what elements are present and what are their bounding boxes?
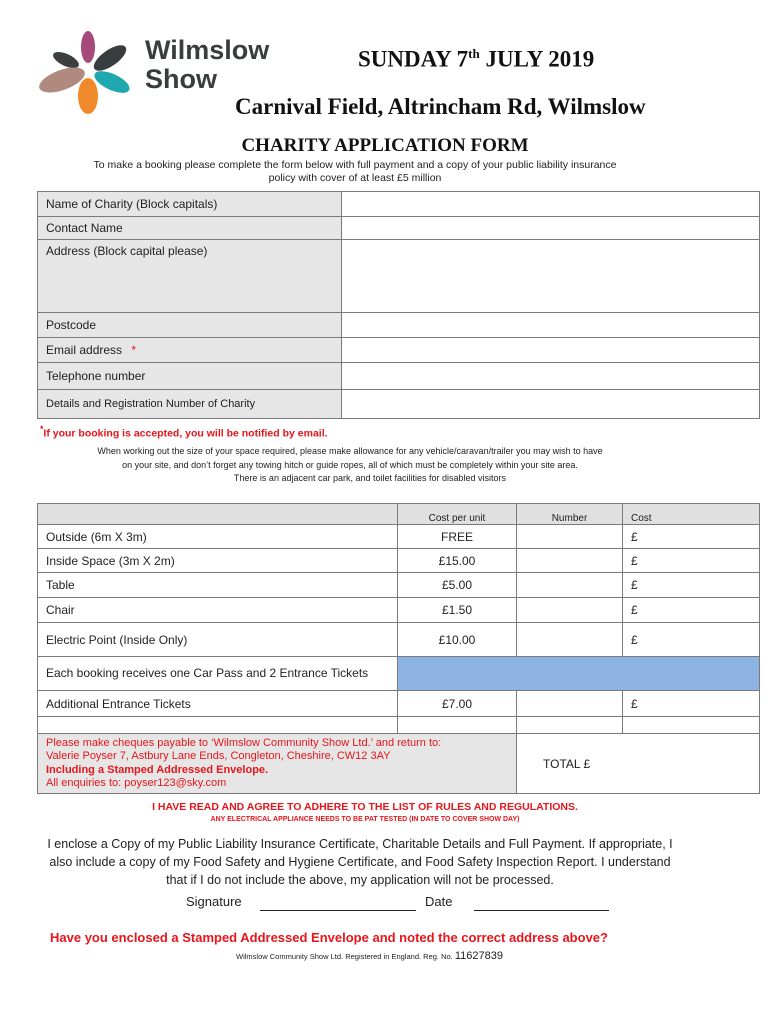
required-asterisk: *	[131, 343, 137, 357]
row-email: Email address *	[38, 338, 760, 363]
payment-instructions: Please make cheques payable to ‘Wilmslow Community Show Ltd.’ and return to: Valerie Poyser 7, Astbury Lane Ends, Congleton, Cheshire, CW12 3AY Including a Stamped Addressed Envelope. All enquiries to: poyser123@sky.com	[38, 734, 517, 794]
row-charity-name: Name of Charity (Block capitals)	[38, 192, 760, 217]
number-input[interactable]	[517, 598, 623, 623]
registration-footer: Wilmslow Community Show Ltd. Registered in England. Reg. No. 11627839	[236, 950, 503, 962]
pricing-row: Table £5.00 £	[38, 573, 760, 598]
number-input[interactable]	[517, 549, 623, 573]
pricing-table	[37, 503, 760, 794]
email-input[interactable]	[342, 338, 760, 363]
pricing-row: Outside (6m X 3m) FREE £	[38, 525, 760, 549]
signature-label: Signature	[186, 894, 242, 909]
charity-name-input[interactable]	[342, 192, 760, 217]
event-date: SUNDAY 7th JULY 2019	[358, 46, 595, 72]
number-input[interactable]	[517, 623, 623, 657]
logo-line2: Show	[145, 64, 217, 94]
logo-line1: Wilmslow	[145, 35, 270, 65]
included-highlight	[398, 657, 760, 691]
intro-text: To make a booking please complete the form below with full payment and a copy of your public liability insurance policy with cover of at least £5 million	[93, 159, 617, 184]
postcode-input[interactable]	[342, 313, 760, 338]
enclosure-statement: I enclose a Copy of my Public Liability Insurance Certificate, Charitable Details and Full Payment. If appropriate, I also include a copy of my Food Safety and Hygiene Certificate, and Food Safety Inspection Report. I understand that if I do not include the above, my application will not be processed.	[47, 837, 673, 887]
row-address: Address (Block capital please)	[38, 240, 760, 313]
logo-petal	[78, 78, 98, 114]
charity-details-table	[37, 191, 760, 419]
pricing-row: Electric Point (Inside Only) £10.00 £	[38, 623, 760, 657]
telephone-input[interactable]	[342, 363, 760, 390]
date-field[interactable]	[474, 910, 609, 911]
sae-question: Have you enclosed a Stamped Addressed Envelope and noted the correct address above?	[50, 930, 608, 945]
pricing-row: Inside Space (3m X 2m) £15.00 £	[38, 549, 760, 573]
pat-notice: ANY ELECTRICAL APPLIANCE NEEDS TO BE PAT TESTED (IN DATE TO COVER SHOW DAY)	[210, 816, 520, 823]
logo-wordmark	[145, 36, 269, 94]
payment-row	[38, 734, 760, 794]
logo-petal	[81, 31, 95, 63]
form-title: CHARITY APPLICATION FORM	[241, 135, 529, 156]
number-input[interactable]	[517, 525, 623, 549]
number-input[interactable]	[517, 691, 623, 717]
email-notice: *If your booking is accepted, you will be notified by email.	[40, 424, 328, 440]
blank-row	[38, 717, 760, 734]
contact-name-input[interactable]	[342, 217, 760, 240]
address-input[interactable]	[342, 240, 760, 313]
pricing-header-row: Cost per unit Number Cost	[38, 504, 760, 525]
row-telephone: Telephone number	[38, 363, 760, 390]
pricing-row: Additional Entrance Tickets £7.00 £	[38, 691, 760, 717]
event-venue: Carnival Field, Altrincham Rd, Wilmslow	[235, 94, 646, 119]
signature-field[interactable]	[260, 910, 416, 911]
row-postcode: Postcode	[38, 313, 760, 338]
date-label: Date	[425, 894, 453, 909]
registration-input[interactable]	[342, 390, 760, 419]
wilmslow-show-logo-icon	[38, 30, 138, 114]
pricing-row: Chair £1.50 £	[38, 598, 760, 623]
row-contact-name: Contact Name	[38, 217, 760, 240]
included-row: Each booking receives one Car Pass and 2 Entrance Tickets	[38, 657, 760, 691]
number-input[interactable]	[517, 573, 623, 598]
logo-petal	[90, 41, 130, 76]
space-notice: When working out the size of your space required, please make allowance for any vehicle/caravan/trailer you may wish to have on your site, and don’t forget any towing hitch or guide ropes, all of which must be completely within your site area. There is an adjacent car park, and toilet facilities for disabled visitors	[97, 446, 603, 483]
rules-agreement: I HAVE READ AND AGREE TO ADHERE TO THE LIST OF RULES AND REGULATIONS.	[152, 801, 578, 813]
total-field[interactable]: TOTAL £	[517, 734, 760, 794]
row-registration: Details and Registration Number of Charity	[38, 390, 760, 419]
